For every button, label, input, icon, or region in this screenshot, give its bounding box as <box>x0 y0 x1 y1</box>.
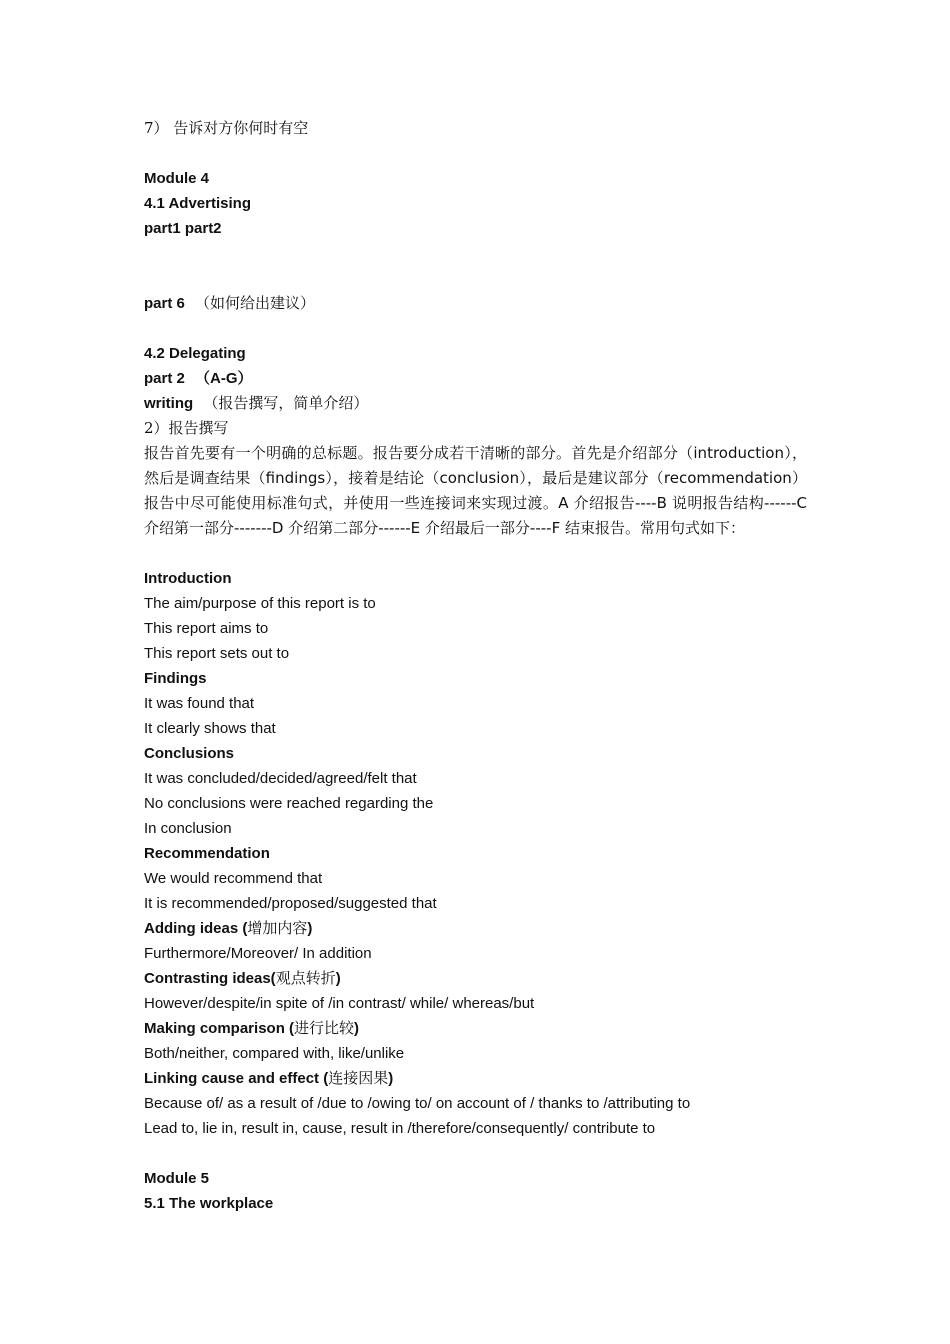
recommendation-heading: Recommendation <box>144 845 270 862</box>
part1-part2-heading: part1 part2 <box>144 220 222 237</box>
contrasting-ideas-close: ) <box>335 970 341 987</box>
conclusions-phrase-3: In conclusion <box>144 820 232 837</box>
part-6-line <box>144 291 315 316</box>
conclusions-phrase-2: No conclusions were reached regarding the <box>144 795 434 812</box>
part-2-line <box>144 366 253 391</box>
workplace-heading: 5.1 The workplace <box>144 1195 274 1212</box>
linking-cause-heading <box>144 1066 393 1091</box>
linking-cause-close: ) <box>388 1070 394 1087</box>
writing-label: writing <box>144 395 194 412</box>
making-comparison-heading <box>144 1016 359 1041</box>
contrasting-ideas-phrase: However/despite/in spite of /in contrast/ while/ whereas/but <box>144 995 535 1012</box>
linking-cause-label: Linking cause and effect ( <box>144 1070 329 1087</box>
adding-ideas-heading <box>144 916 312 941</box>
adding-ideas-cn: 增加内容 <box>247 919 308 937</box>
module-4-heading: Module 4 <box>144 170 210 187</box>
making-comparison-close: ) <box>354 1020 360 1037</box>
contrasting-ideas-cn: 观点转折 <box>275 969 336 987</box>
linking-cause-cn: 连接因果 <box>328 1069 389 1087</box>
delegating-heading: 4.2 Delegating <box>144 345 246 362</box>
conclusions-phrase-1: It was concluded/decided/agreed/felt that <box>144 770 417 787</box>
report-writing-subheading: 2）报告撰写 <box>144 419 229 437</box>
module-5-heading: Module 5 <box>144 1170 210 1187</box>
part-6-note: （如何给出建议） <box>195 294 316 312</box>
findings-phrase-2: It clearly shows that <box>144 720 276 737</box>
writing-line <box>144 391 368 416</box>
adding-ideas-close: ) <box>307 920 313 937</box>
making-comparison-cn: 进行比较 <box>294 1019 355 1037</box>
introduction-heading: Introduction <box>144 570 232 587</box>
making-comparison-label: Making comparison ( <box>144 1020 295 1037</box>
part-2-note: （A-G） <box>195 370 253 387</box>
part-6-label: part 6 <box>144 295 185 312</box>
linking-cause-phrase-2: Lead to, lie in, result in, cause, result in /therefore/consequently/ contribute to <box>144 1120 656 1137</box>
adding-ideas-phrase: Furthermore/Moreover/ In addition <box>144 945 372 962</box>
recommendation-phrase-2: It is recommended/proposed/suggested that <box>144 895 437 912</box>
advertising-heading: 4.1 Advertising <box>144 195 251 212</box>
part-2-label: part 2 <box>144 370 185 387</box>
report-paragraph: 报告首先要有一个明确的总标题。报告要分成若干清晰的部分。首先是介绍部分（introduction），然后是调查结果（findings），接着是结论（conclusion），最后是建议部分（recommendation）报告中尽可能使用标准句式，并使用一些连接词来实现过渡。A 介绍报告----B 说明报告结构------C 介绍第一部分-------D 介绍第二部分------E 介绍最后一部分----F 结束报告。常用句式如下： <box>144 444 807 537</box>
recommendation-phrase-1: We would recommend that <box>144 870 323 887</box>
conclusions-heading: Conclusions <box>144 745 235 762</box>
contrasting-ideas-heading <box>144 966 341 991</box>
linking-cause-phrase-1: Because of/ as a result of /due to /owing to/ on account of / thanks to /attributing to <box>144 1095 691 1112</box>
making-comparison-phrase: Both/neither, compared with, like/unlike <box>144 1045 405 1062</box>
writing-note: （报告撰写，简单介绍） <box>203 394 369 412</box>
item-7-line: 7） 告诉对方你何时有空 <box>144 119 309 137</box>
intro-phrase-3: This report sets out to <box>144 645 290 662</box>
contrasting-ideas-label: Contrasting ideas( <box>144 970 276 987</box>
intro-phrase-2: This report aims to <box>144 620 269 637</box>
findings-heading: Findings <box>144 670 207 687</box>
adding-ideas-label: Adding ideas ( <box>144 920 248 937</box>
findings-phrase-1: It was found that <box>144 695 255 712</box>
intro-phrase-1: The aim/purpose of this report is to <box>144 595 376 612</box>
